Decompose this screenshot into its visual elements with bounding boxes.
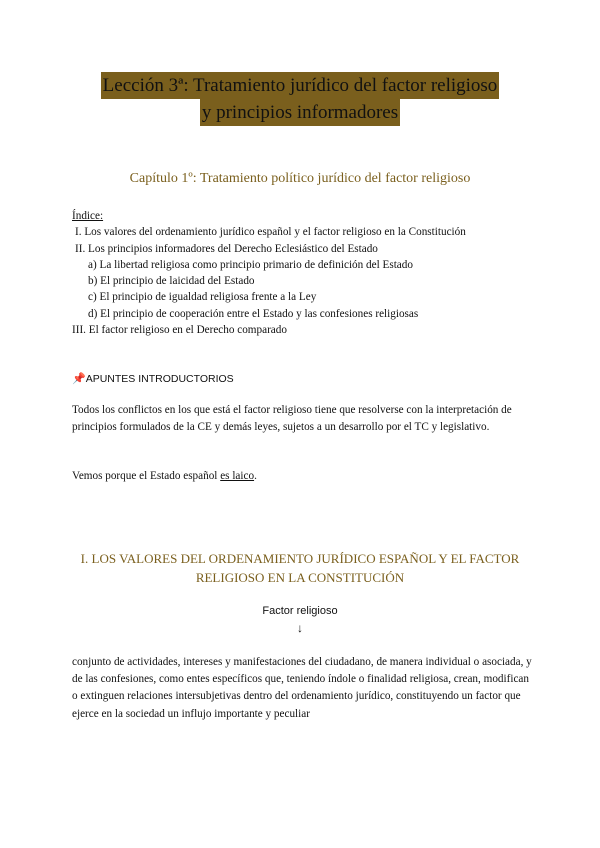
index-list — [72, 208, 466, 338]
laicity-link[interactable]: es laico — [220, 470, 255, 482]
laicity-paragraph — [72, 468, 532, 485]
definition-term-label: Factor religioso — [262, 605, 338, 617]
notes-heading — [72, 372, 234, 385]
lesson-title-line-1: Lección 3ª: Tratamiento jurídico del factor religioso — [101, 72, 500, 99]
laicity-suffix: . — [254, 470, 257, 482]
index-item: I. Los valores del ordenamiento jurídico español y el factor religioso en la Constitución — [75, 226, 466, 239]
definition-text: conjunto de actividades, intereses y manifestaciones del ciudadano, de manera individual o asociada, y de las confesiones, como entes específicos que, teniendo índole o finalidad religiosa, crean, modifican o extinguen relaciones intersubjetivas dentro del ordenamiento jurídico, constituyendo un factor que ejerce en la sociedad un influjo importante y peculiar — [72, 656, 532, 720]
lesson-title — [0, 72, 600, 126]
arrow-down-icon: ↓ — [297, 621, 303, 635]
lesson-title-line-2: y principios informadores — [200, 99, 400, 126]
section-title: I. LOS VALORES DEL ORDENAMIENTO JURÍDICO ESPAÑOL Y EL FACTOR RELIGIOSO EN LA CONSTITUCIÓN — [80, 551, 520, 585]
index-item: III. El factor religioso en el Derecho comparado — [72, 324, 287, 337]
notes-label: APUNTES INTRODUCTORIOS — [85, 373, 234, 385]
index-item: II. Los principios informadores del Derecho Eclesiástico del Estado — [75, 242, 378, 255]
index-subitem: b) El principio de laicidad del Estado — [88, 275, 255, 288]
pushpin-icon: 📌 — [72, 373, 86, 385]
index-heading: Índice: — [72, 210, 104, 222]
index-subitem: a) La libertad religiosa como principio primario de definición del Estado — [88, 258, 413, 271]
laicity-prefix: Vemos porque el Estado español — [72, 470, 221, 482]
definition-term — [0, 603, 600, 637]
index-subitem: c) El principio de igualdad religiosa frente a la Ley — [88, 291, 317, 304]
index-subitem: d) El principio de cooperación entre el Estado y las confesiones religiosas — [88, 307, 419, 320]
intro-paragraph: Todos los conflictos en los que está el factor religioso tiene que resolverse con la interpretación de principios formulados de la CE y demás leyes, sujetos a un desarrollo por el TC y legislativo. — [72, 404, 512, 433]
chapter-title: Capítulo 1º: Tratamiento político jurídico del factor religioso — [129, 171, 471, 186]
